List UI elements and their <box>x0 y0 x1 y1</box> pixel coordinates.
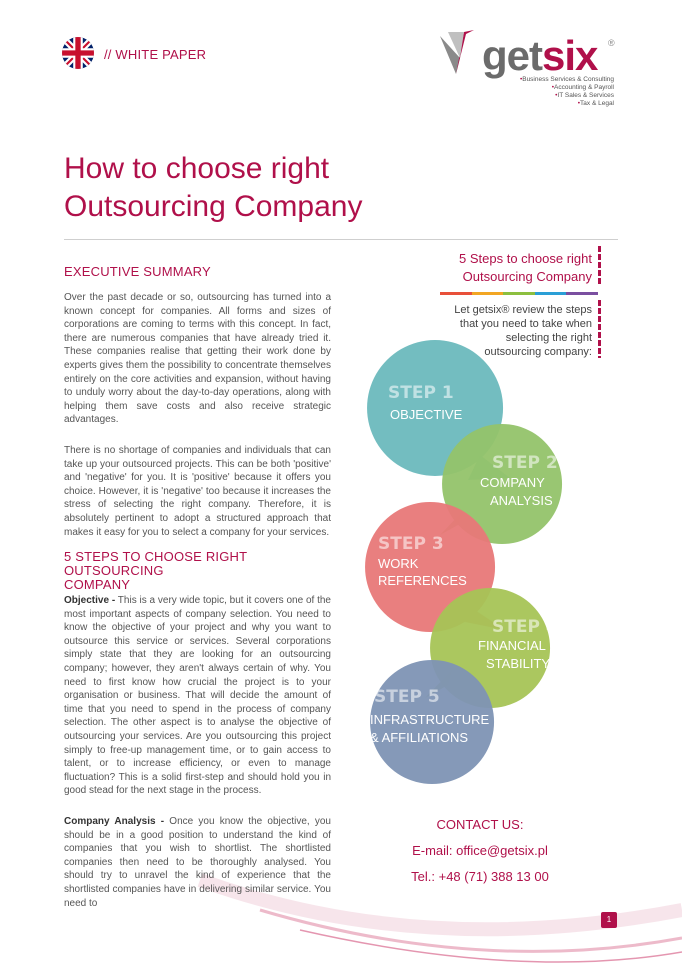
step-4-label: STABILITY <box>486 656 551 671</box>
steps-title-line: 5 Steps to choose right <box>459 251 592 266</box>
brand-name-accent: six <box>542 32 598 79</box>
brand-service: • Accounting & Payroll <box>520 84 614 92</box>
page-number: 1 <box>601 912 617 928</box>
objective-label: Objective - <box>64 595 116 606</box>
step-3-label: REFERENCES <box>378 573 467 588</box>
executive-summary-heading: EXECUTIVE SUMMARY <box>64 264 211 279</box>
contact-phone[interactable]: Tel.: +48 (71) 388 13 00 <box>411 869 549 884</box>
step-4-number: STEP 4 <box>492 617 558 637</box>
steps-intro-line: that you need to take when <box>459 318 592 330</box>
brand-name: get <box>482 32 542 79</box>
step-1-number: STEP 1 <box>388 383 454 403</box>
step-3-number: STEP 3 <box>378 534 444 554</box>
document-type: // WHITE PAPER <box>104 47 207 62</box>
steps-diagram <box>340 330 630 800</box>
contact-block <box>380 812 580 890</box>
five-steps-heading <box>64 550 344 592</box>
color-segment <box>535 292 567 295</box>
dotted-accent-bar <box>598 246 601 286</box>
five-steps-heading-line: 5 STEPS TO CHOOSE RIGHT OUTSOURCING <box>64 549 248 578</box>
color-segment <box>503 292 535 295</box>
registered-mark: ® <box>608 38 615 48</box>
executive-summary-paragraph: Over the past decade or so, outsourcing has turned into a known concept for companies. All forms and sizes of corporations are coming to terms with this concept. In fact, there are numerous companies that have already tried it. These companies realise that getting their work done by experts gives them the possibility to concentrate themselves entirely on the core activities and expansion, without having to unduly worry about the day-to-day operations, along with helping them save costs and also receive strategic advantages. <box>64 292 331 426</box>
company-analysis-label: Company Analysis - <box>64 816 165 827</box>
step-5-bubble <box>370 660 494 784</box>
step-2-number: STEP 2 <box>492 453 558 473</box>
objective-paragraph <box>64 594 331 798</box>
page-title <box>64 150 484 226</box>
steps-title-line: Outsourcing Company <box>462 269 592 284</box>
color-bar <box>440 292 598 295</box>
brand-service: • IT Sales & Services <box>520 92 614 100</box>
step-2-label: COMPANY <box>480 475 545 490</box>
logo-mark-icon <box>434 28 484 80</box>
step-4-label: FINANCIAL <box>478 638 546 653</box>
step-5-label: & AFFILIATIONS <box>370 730 469 745</box>
brand-services-list <box>520 76 614 108</box>
steps-title <box>420 250 592 286</box>
brand-service: • Tax & Legal <box>520 100 614 108</box>
five-steps-heading-line: COMPANY <box>64 577 131 592</box>
executive-summary-paragraph: There is no shortage of companies and individuals that can take up your outsourced projects. This can be both 'positive' and 'negative' for you. It is 'positive' because it offers you choice. However, it is 'negative' too because it increases the stress of selecting the right company. Therefore, it is absolutely pertinent to adopt a structured approach that makes it easy for you to select a company for your services. <box>64 445 331 538</box>
page-title-line: How to choose right <box>64 152 330 185</box>
steps-intro-line: selecting the right <box>505 332 592 344</box>
steps-intro-line: outsourcing company: <box>484 346 592 358</box>
step-1-label: OBJECTIVE <box>390 407 463 422</box>
header-divider <box>64 239 618 240</box>
uk-flag-icon <box>62 37 94 69</box>
getsix-logo <box>434 28 624 118</box>
page-title-line: Outsourcing Company <box>64 190 363 223</box>
objective-text: This is a very wide topic, but it covers one of the most important aspects of company selection. You need to know the objective of your project and why you want to outsource this service or services. Several corporations simply state that they are looking for an outsourcing company; however, they aren't always certain of why. You need to first know how crucial the project is to your organisation or business. That will decide the amount of time that you need to spend in the process of company selection. The other aspect is to analyse the objective of outsourcing your services. Are you outsourcing this project simply to free-up management time, or to gain access to talent, or to increase efficiency, or even to manage fluctuation? This is a solid first-step and should hold you in good stead for the next stage in the process. <box>64 595 331 797</box>
company-analysis-text: Once you know the objective, you should be in a good position to understand the kind of companies that you wish to shortlist. The shortlisted companies then need to be thoroughly analysed. You should try to unravel the kind of experience that the shortlisted companies have in delivering similar service. You need to <box>64 816 331 909</box>
color-segment <box>472 292 504 295</box>
company-analysis-paragraph <box>64 815 331 910</box>
contact-heading: CONTACT US: <box>436 817 524 832</box>
brand-service: • Business Services & Consulting <box>520 76 614 84</box>
color-segment <box>566 292 598 295</box>
step-3-label: WORK <box>378 556 419 571</box>
color-segment <box>440 292 472 295</box>
step-5-label: INFRASTRUCTURE <box>370 712 490 727</box>
steps-intro-line: Let getsix® review the steps <box>454 304 592 316</box>
step-5-number: STEP 5 <box>374 687 440 707</box>
contact-email[interactable]: E-mail: office@getsix.pl <box>412 843 548 858</box>
step-2-label: ANALYSIS <box>490 493 553 508</box>
